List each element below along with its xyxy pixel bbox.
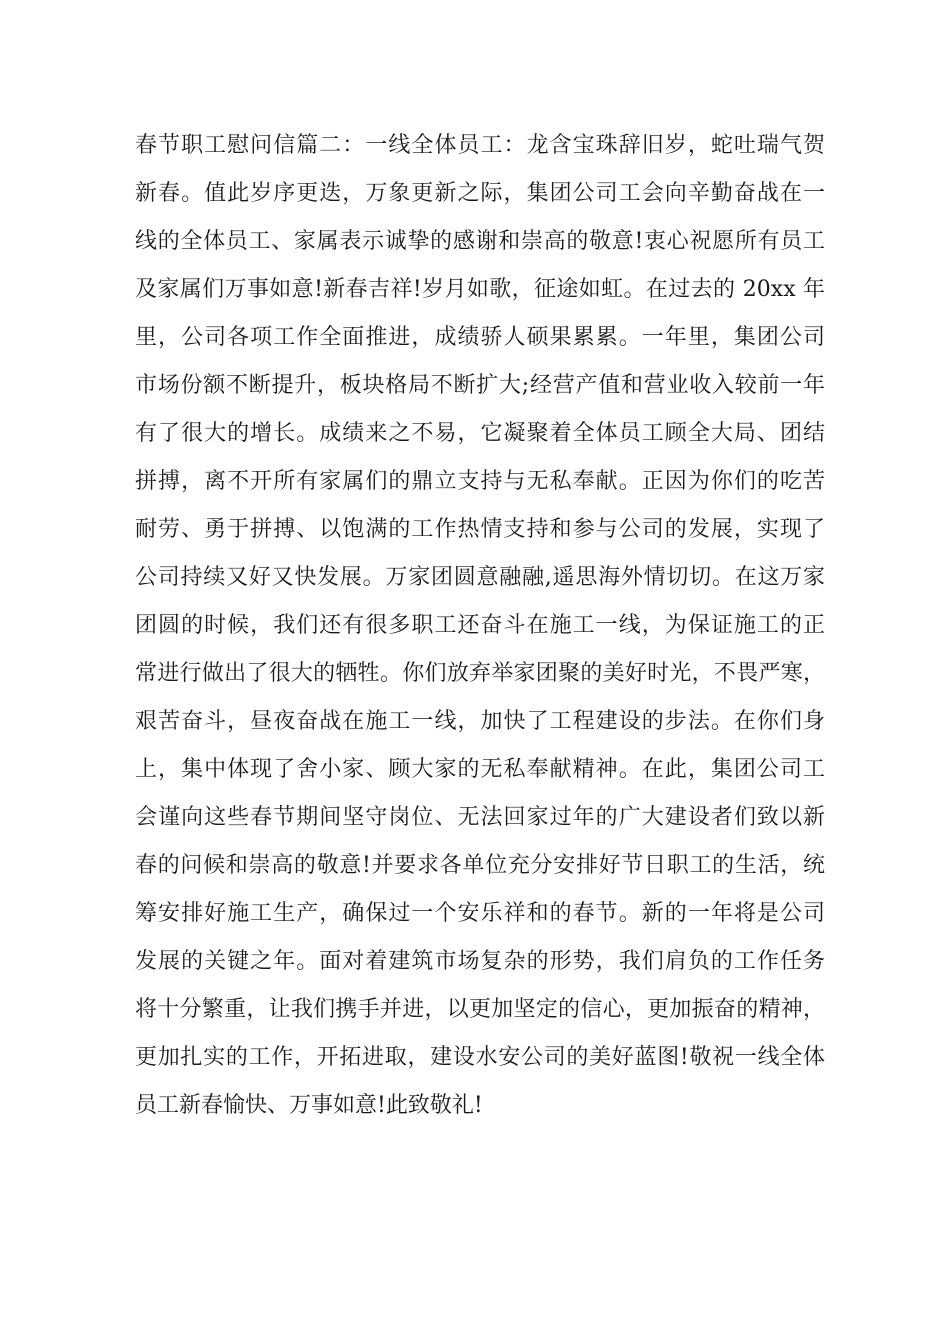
- text-line: 上，集中体现了舍小家、顾大家的无私奉献精神。在此，集团公司工: [135, 757, 825, 782]
- text-line: 艰苦奋斗，昼夜奋战在施工一线，加快了工程建设的步法。在你们身: [135, 709, 825, 734]
- text-line: 公司持续又好又快发展。万家团圆意融融,遥思海外情切切。在这万家: [135, 565, 825, 590]
- text-line: 有了很大的增长。成绩来之不易，它凝聚着全体员工顾全大局、团结: [135, 421, 825, 446]
- text-line: 市场份额不断提升，板块格局不断扩大;经营产值和营业收入较前一年: [135, 373, 825, 398]
- text-line: 将十分繁重，让我们携手并进，以更加坚定的信心，更加振奋的精神，: [135, 997, 825, 1022]
- text-line: 更加扎实的工作，开拓进取，建设水安公司的美好蓝图!敬祝一线全体: [135, 1045, 825, 1070]
- text-line: 发展的关键之年。面对着建筑市场复杂的形势，我们肩负的工作任务: [135, 949, 825, 974]
- text-line: 常进行做出了很大的牺牲。你们放弃举家团聚的美好时光，不畏严寒，: [135, 661, 825, 686]
- text-line: 春节职工慰问信篇二：一线全体员工：龙含宝珠辞旧岁，蛇吐瑞气贺: [135, 133, 825, 158]
- text-line: 线的全体员工、家属表示诚挚的感谢和崇高的敬意!衷心祝愿所有员工: [135, 229, 825, 254]
- text-line: 耐劳、勇于拼搏、以饱满的工作热情支持和参与公司的发展，实现了: [135, 517, 825, 542]
- text-line: 里，公司各项工作全面推进，成绩骄人硕果累累。一年里，集团公司: [135, 325, 825, 350]
- letter-body: [135, 122, 825, 1130]
- text-line: 会谨向这些春节期间坚守岗位、无法回家过年的广大建设者们致以新: [135, 805, 825, 830]
- text-line: 筹安排好施工生产，确保过一个安乐祥和的春节。新的一年将是公司: [135, 901, 825, 926]
- text-line: 春的问候和崇高的敬意!并要求各单位充分安排好节日职工的生活，统: [135, 853, 825, 878]
- text-line: 拼搏，离不开所有家属们的鼎立支持与无私奉献。正因为你们的吃苦: [135, 469, 825, 494]
- text-line: 及家属们万事如意!新春吉祥!岁月如歌，征途如虹。在过去的 20xx 年: [135, 277, 825, 302]
- text-line: 团圆的时候，我们还有很多职工还奋斗在施工一线，为保证施工的正: [135, 613, 825, 638]
- text-line-last: 员工新春愉快、万事如意!此致敬礼!: [135, 1093, 483, 1118]
- text-line: 新春。值此岁序更迭，万象更新之际，集团公司工会向辛勤奋战在一: [135, 181, 825, 206]
